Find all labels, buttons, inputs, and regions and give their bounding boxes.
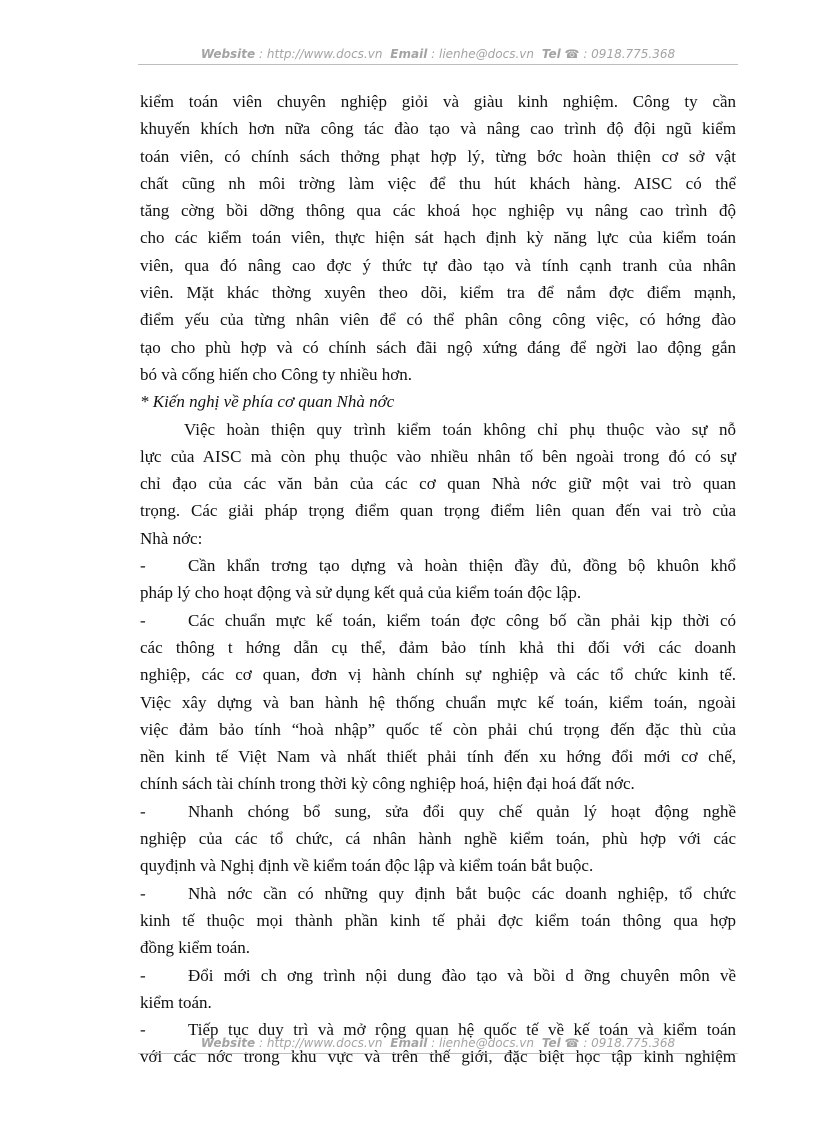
footer-email-value: : lienhe@docs.vn bbox=[431, 1036, 534, 1050]
footer-website-label: Website bbox=[200, 1036, 256, 1050]
text-line: với các nớc trong khu vực và trên thế giới, đặc biệt học tập kinh nghiệm bbox=[140, 1047, 736, 1067]
bullet-dash: - bbox=[140, 610, 146, 630]
bullet-text: Tiếp tục duy trì và mở rộng quan hệ quốc tế về kế toán và kiểm toán bbox=[188, 1020, 736, 1040]
text-line: đồng kiểm toán. bbox=[140, 938, 251, 958]
text-line: bó và cống hiến cho Công ty nhiều hơn. bbox=[140, 364, 412, 384]
text-line: kiểm toán. bbox=[140, 992, 212, 1012]
bullet-item bbox=[140, 880, 736, 907]
text-line: các thông t hớng dẫn cụ thể, đảm bảo tính khả thi đối với các doanh bbox=[140, 637, 736, 657]
text-line: lực của AISC mà còn phụ thuộc vào nhiều nhân tố bên ngoài trong đó có sự bbox=[140, 446, 736, 466]
text-line: pháp lý cho hoạt động và sử dụng kết quả của kiểm toán độc lập. bbox=[140, 583, 582, 603]
text-line: viên, qua đó nâng cao đợc ý thức tự đào tạo và tính cạnh tranh của nhân bbox=[140, 255, 736, 275]
text-line: chỉ đạo của các văn bản của các cơ quan Nhà nớc giữ một vai trò quan bbox=[140, 474, 736, 494]
footer-tel-label: Tel bbox=[541, 1036, 561, 1050]
text-line: trọng. Các giải pháp trọng điểm quan trọng điểm liên quan đến vai trò của bbox=[140, 501, 736, 521]
text-line: kinh tế thuộc mọi thành phần kinh tế phải đợc kiểm toán thông qua hợp bbox=[140, 910, 736, 930]
header-email-value: : lienhe@docs.vn bbox=[431, 47, 534, 61]
bullet-dash: - bbox=[140, 556, 146, 576]
bullet-text: Đổi mới ch ơng trình nội dung đào tạo và bồi d ỡng chuyên môn về bbox=[188, 965, 736, 985]
header-email-label: Email bbox=[390, 47, 428, 61]
header-tel-value: : 0918.775.368 bbox=[583, 47, 676, 61]
text-line: việc đảm bảo tính “hoà nhập” quốc tế còn phải chú trọng đến đặc thù của bbox=[140, 719, 736, 739]
text-line: tăng cờng bồi dỡng thông qua các khoá học nghiệp vụ nâng cao trình độ bbox=[140, 201, 736, 221]
bullet-text: Các chuẩn mực kế toán, kiểm toán đợc công bố cần phải kịp thời có bbox=[188, 610, 736, 630]
document-body bbox=[140, 88, 736, 1071]
text-line: Việc xây dựng và ban hành hệ thống chuẩn mực kế toán, kiểm toán, ngoài bbox=[140, 692, 736, 712]
text-line: điểm yếu của từng nhân viên để có thể phân công công việc, có hớng đào bbox=[140, 310, 736, 330]
footer-tel-value: : 0918.775.368 bbox=[583, 1036, 676, 1050]
bullet-text: Nhanh chóng bổ sung, sửa đổi quy chế quản lý hoạt động nghề bbox=[188, 801, 736, 821]
bullet-dash: - bbox=[140, 1020, 146, 1040]
bullet-dash: - bbox=[140, 883, 146, 903]
bullet-item bbox=[140, 962, 736, 989]
text-line: toán viên, có chính sách thởng phạt hợp lý, từng bớc hoàn thiện cơ sở vật bbox=[140, 146, 736, 166]
text-line: quyđịnh và Nghị định về kiểm toán độc lập và kiểm toán bắt buộc. bbox=[140, 856, 594, 876]
text-line: tạo cho phù hợp và có chính sách đãi ngộ xứng đáng để ngời lao động gắn bbox=[140, 337, 736, 357]
text-line: viên. Mặt khác thờng xuyên theo dõi, kiểm tra để nắm đợc điểm mạnh, bbox=[140, 283, 736, 303]
phone-icon: ☎ bbox=[564, 1036, 580, 1050]
bullet-text: Cần khẩn trơng tạo dựng và hoàn thiện đầy đủ, đồng bộ khuôn khổ bbox=[188, 556, 736, 576]
page-header bbox=[138, 47, 738, 65]
footer-website-value: : http://www.docs.vn bbox=[259, 1036, 383, 1050]
text-line: cho các kiểm toán viên, thực hiện sát hạch định kỳ năng lực của kiểm toán bbox=[140, 228, 736, 248]
bullet-dash: - bbox=[140, 801, 146, 821]
text-line: Việc hoàn thiện quy trình kiểm toán không chỉ phụ thuộc vào sự nỗ bbox=[184, 419, 736, 439]
bullet-item bbox=[140, 552, 736, 579]
phone-icon: ☎ bbox=[564, 47, 580, 61]
text-line: Nhà nớc: bbox=[140, 528, 203, 548]
text-line: nghiệp của các tổ chức, cá nhân hành nghề kiểm toán, phù hợp với các bbox=[140, 829, 736, 849]
bullet-text: Nhà nớc cần có những quy định bắt buộc các doanh nghiệp, tổ chức bbox=[188, 883, 736, 903]
footer-email-label: Email bbox=[390, 1036, 428, 1050]
text-line: khuyến khích hơn nữa công tác đào tạo và nâng cao trình độ đội ngũ kiểm bbox=[140, 119, 736, 139]
text-line: nền kinh tế Việt Nam và nhất thiết phải tính đến xu hớng đổi mới cơ chế, bbox=[140, 747, 736, 767]
text-line: chất cũng nh môi trờng làm việc để thu hút khách hàng. AISC có thể bbox=[140, 173, 736, 193]
page-footer bbox=[138, 1036, 738, 1054]
header-tel-label: Tel bbox=[541, 47, 561, 61]
bullet-item bbox=[140, 607, 736, 634]
text-line: nghiệp, các cơ quan, đơn vị hành chính sự nghiệp và các tổ chức kinh tế. bbox=[140, 665, 736, 685]
header-website-label: Website bbox=[200, 47, 256, 61]
bullet-item bbox=[140, 798, 736, 825]
header-website-value: : http://www.docs.vn bbox=[259, 47, 383, 61]
text-line: kiểm toán viên chuyên nghiệp giỏi và giàu kinh nghiệm. Công ty cần bbox=[140, 92, 736, 111]
text-line: chính sách tài chính trong thời kỳ công nghiệp hoá, hiện đại hoá đất nớc. bbox=[140, 774, 635, 794]
section-heading: * Kiến nghị về phía cơ quan Nhà nớc bbox=[140, 392, 395, 412]
bullet-dash: - bbox=[140, 965, 146, 985]
